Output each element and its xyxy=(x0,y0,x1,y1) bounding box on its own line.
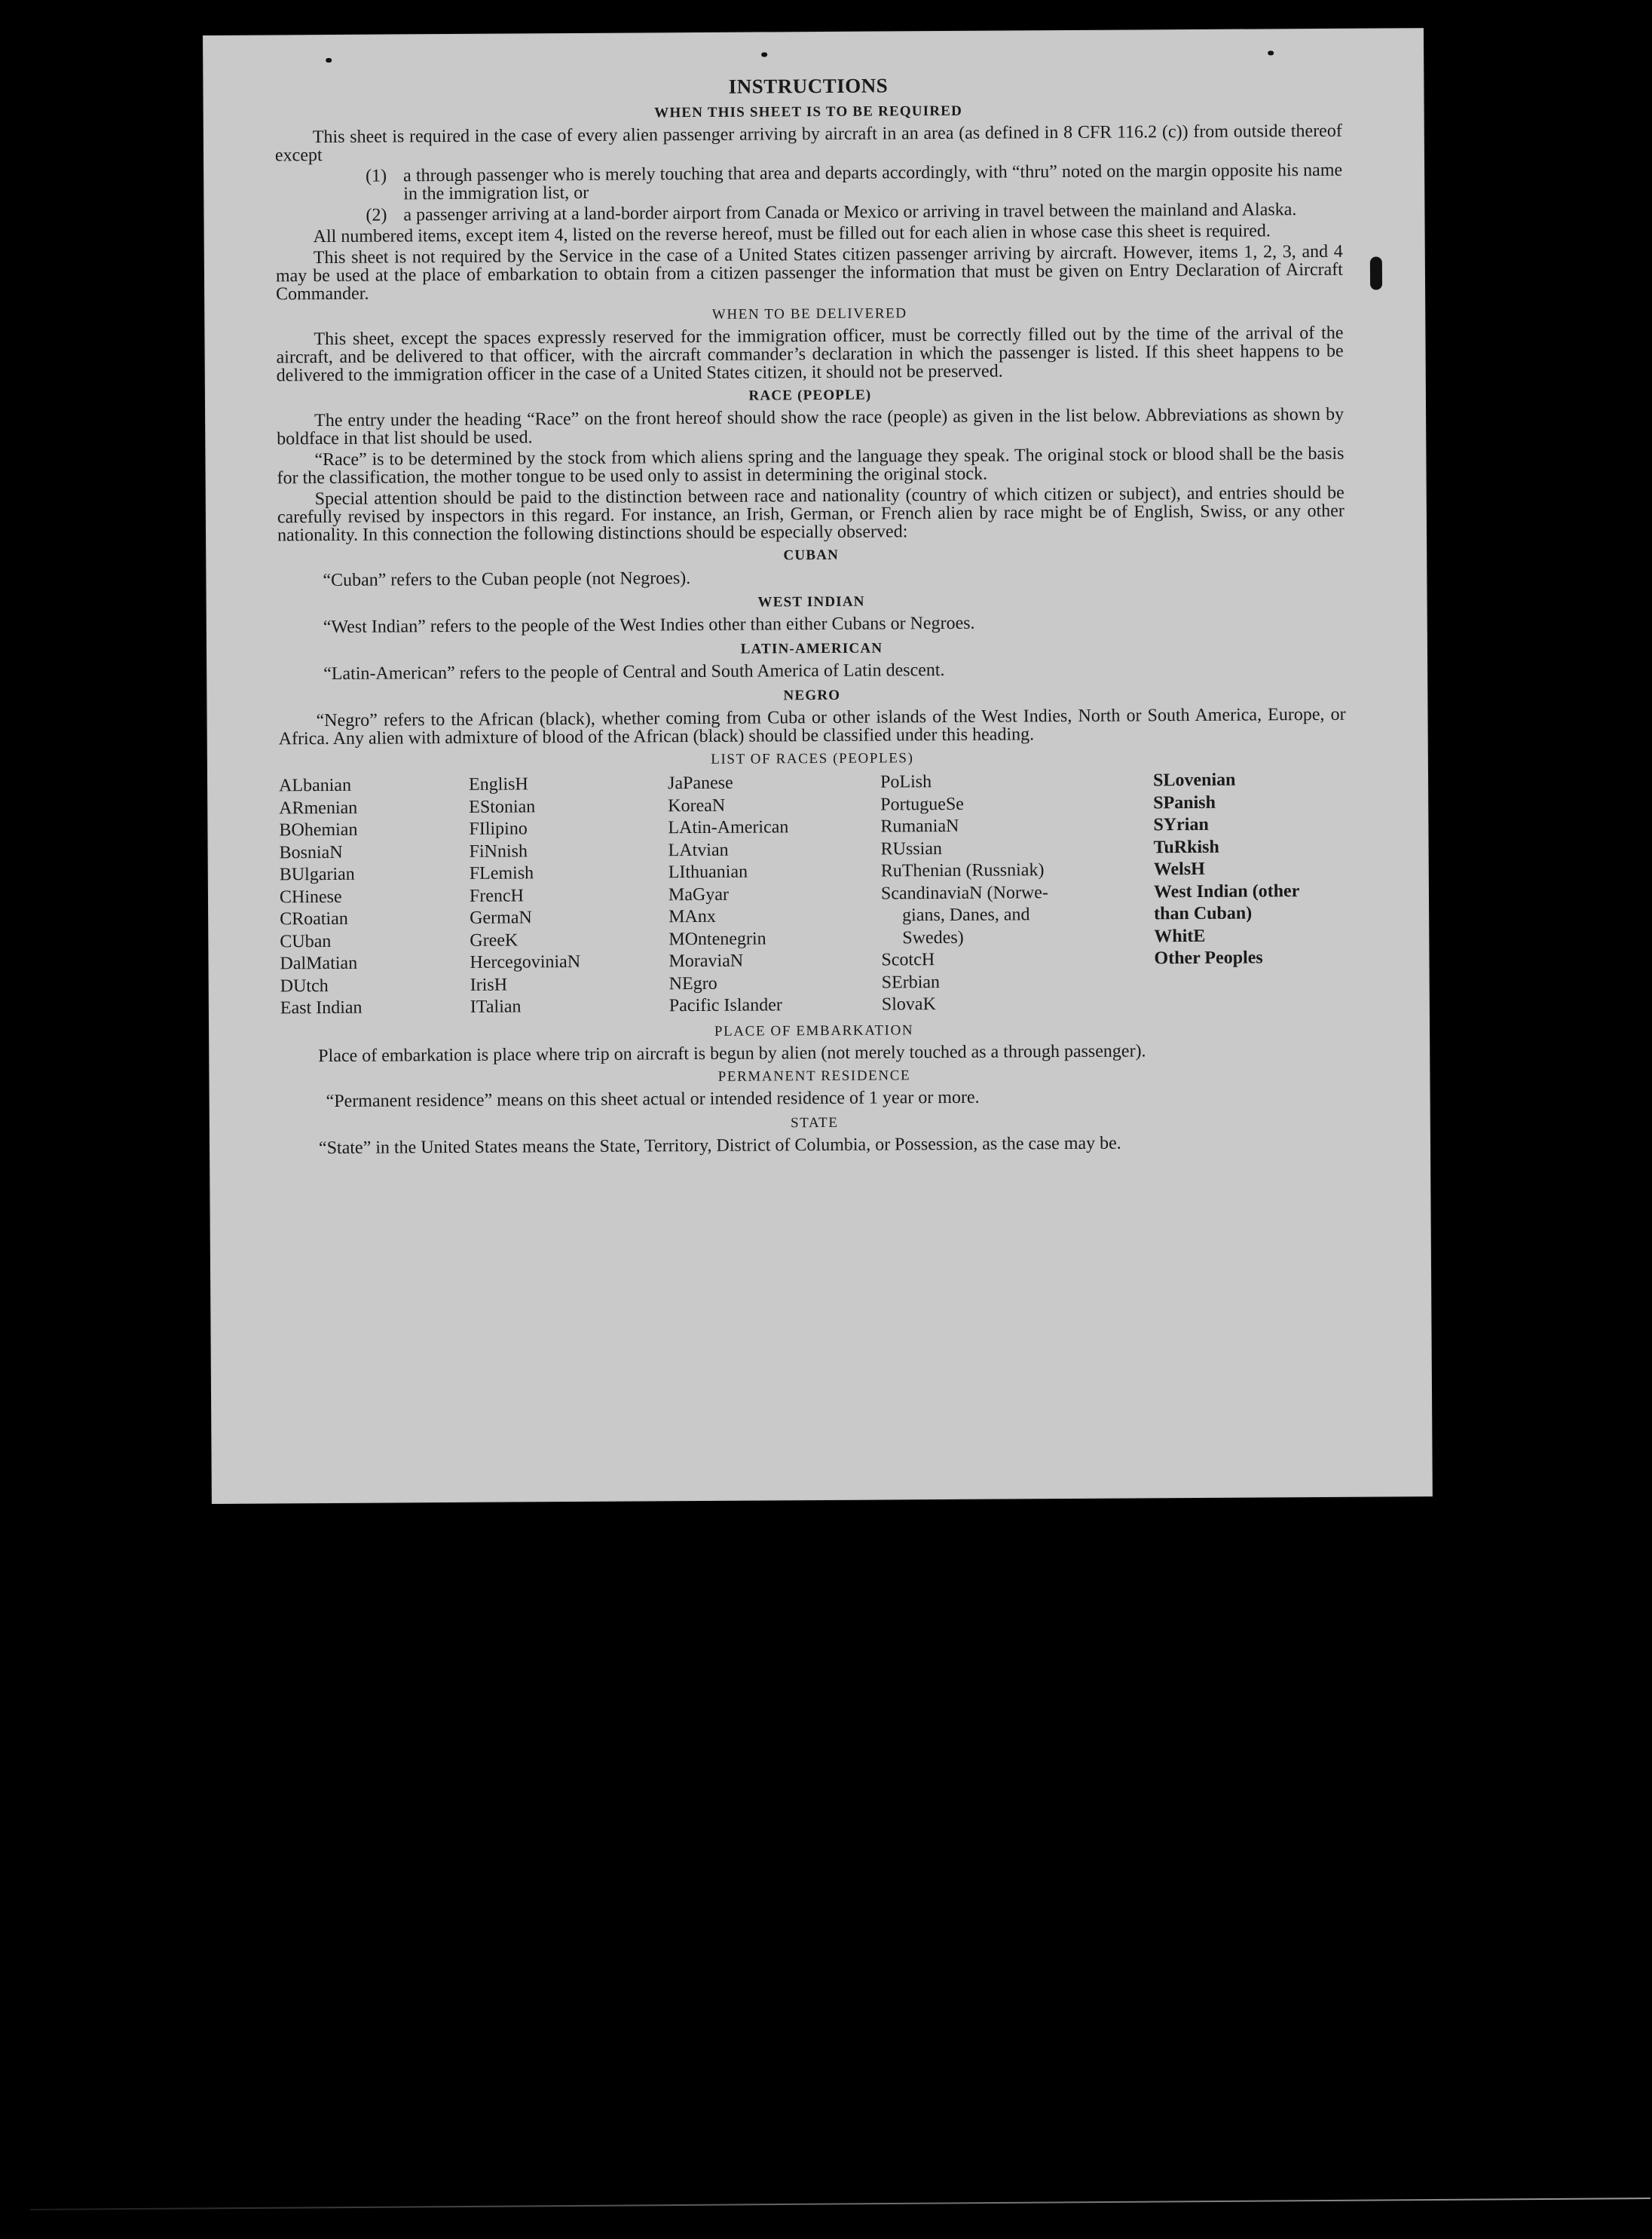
race-entry: CRoatian xyxy=(280,908,348,930)
list-text: a passenger arriving at a land-border airport from Canada or Mexico or arriving in travel between the mainland and Alaska. xyxy=(403,200,1297,225)
scan-speck xyxy=(326,58,332,63)
race-entry: KoreaN xyxy=(668,795,726,816)
race-entry: LIthuanian xyxy=(668,862,748,883)
race-column xyxy=(668,772,882,1018)
race-entry: DUtch xyxy=(280,976,329,996)
section-heading-negro: NEGRO xyxy=(783,687,841,704)
section-heading-race-list: LIST OF RACES (PEOPLES) xyxy=(711,750,914,767)
race-entry: Swedes) xyxy=(902,927,964,948)
race-column xyxy=(279,774,470,1020)
race-entry: FrencH xyxy=(469,885,525,906)
race-entry: RumaniaN xyxy=(880,816,959,837)
race-entry: gians, Danes, and xyxy=(902,905,1030,926)
race-entry: ScandinaviaN (Norwe- xyxy=(880,882,1048,904)
definition-text: Place of embarkation is place where trip on aircraft is begun by alien (not merely touched as a through passenger). xyxy=(318,1040,1146,1066)
race-entry: MaGyar xyxy=(668,884,730,905)
race-entry: SYrian xyxy=(1153,814,1209,835)
scan-speck xyxy=(1268,51,1274,55)
race-column xyxy=(1153,769,1348,1015)
race-entry: SErbian xyxy=(881,972,941,993)
race-entry: MoraviaN xyxy=(668,951,744,972)
race-entry: MOntenegrin xyxy=(668,928,766,949)
list-item xyxy=(366,201,1342,225)
list-text: a through passenger who is merely touching that area and departs accordingly, with “thru” noted on the margin opposite his name in the immigration list, or xyxy=(403,160,1343,204)
race-entry: Pacific Islander xyxy=(668,995,782,1016)
race-entry: TuRkish xyxy=(1153,837,1219,857)
definition-text: “Permanent residence” means on this sheet actual or intended residence of 1 year or more. xyxy=(326,1087,980,1111)
race-entry: BOhemian xyxy=(279,819,358,841)
race-entry: LAtin-American xyxy=(668,817,789,838)
race-entry: DalMatian xyxy=(280,953,358,974)
race-entry: LAtvian xyxy=(668,840,729,860)
race-entry: PoLish xyxy=(880,772,932,792)
paragraph: This sheet is not required by the Service in the case of a United States citizen passenger arriving by aircraft. However, items 1, 2, 3, and 4 may be used at the place of embarkation to obtain from a citizen passenger the information that must be given on Entry Declaration of Aircraft Commander. xyxy=(275,241,1343,305)
scan-edge-line xyxy=(30,2198,1650,2210)
race-entry: SPanish xyxy=(1153,792,1216,813)
race-entry: MAnx xyxy=(668,906,716,927)
race-entry: NEgro xyxy=(668,973,717,994)
paragraph: The entry under the heading “Race” on the front hereof should show the race (people) as given in the list below. Abbreviations as shown by boldface in that list should be used. xyxy=(277,404,1345,449)
race-entry: BosniaN xyxy=(279,842,343,862)
race-entry: SLovenian xyxy=(1152,770,1236,791)
list-item xyxy=(366,161,1342,204)
race-entry: CHinese xyxy=(279,887,342,907)
definition-text: “Latin-American” refers to the people of Central and South America of Latin descent. xyxy=(323,660,945,685)
instructions-content xyxy=(274,72,1348,1160)
section-heading-embarkation: PLACE OF EMBARKATION xyxy=(714,1021,914,1040)
race-entry: EStonian xyxy=(469,796,536,817)
document-sheet xyxy=(203,29,1432,1503)
paragraph: All numbered items, except item 4, listed on the reverse hereof, must be filled out for each alien in whose case this sheet is required. xyxy=(313,221,1271,247)
ink-blot xyxy=(1370,256,1382,289)
race-entry: than Cuban) xyxy=(1154,903,1253,924)
race-entry: ITalian xyxy=(470,997,522,1017)
list-number: (1) xyxy=(366,166,387,186)
race-entry: FLemish xyxy=(469,863,534,884)
race-entry: WhitE xyxy=(1154,926,1206,946)
race-entry: EnglisH xyxy=(468,774,528,795)
race-entry: FIlipino xyxy=(469,819,528,839)
list-number: (2) xyxy=(366,205,387,225)
race-entry: PortugueSe xyxy=(880,794,964,815)
section-heading-race: RACE (PEOPLE) xyxy=(748,387,872,404)
race-entry: IrisH xyxy=(470,975,508,995)
paragraph: This sheet is required in the case of every alien passenger arriving by aircraft in an area (as defined in 8 CFR 116.2 (c)) from outside thereof except xyxy=(274,121,1342,166)
race-entry: RUssian xyxy=(880,838,943,859)
race-entry: GermaN xyxy=(470,908,532,928)
section-heading-west-indian: WEST INDIAN xyxy=(757,593,865,611)
race-entry: CUban xyxy=(280,931,332,951)
paragraph: This sheet, except the spaces expressly reserved for the immigration officer, must be correctly filled out by the time of the arrival of the aircraft, and be delivered to that officer, with the aircraft commander’s declaration in which the passenger is listed. If this sheet happens to be delivered to the immigration officer in the case of a United States citizen, it should not be preserved. xyxy=(276,323,1344,386)
race-entry: GreeK xyxy=(470,930,519,951)
section-heading-residence: PERMANENT RESIDENCE xyxy=(717,1067,911,1085)
definition-text: “Negro” refers to the African (black), whether coming from Cuba or other islands of the West Indies, North or South America, Europe, or Africa. Any alien with admixture of blood of the African (black) should be classified under this heading. xyxy=(278,704,1346,749)
definition-text: “Cuban” refers to the Cuban people (not Negroes). xyxy=(323,568,691,591)
race-entry: ScotcH xyxy=(881,950,935,970)
definition-text: “State” in the United States means the State, Territory, District of Columbia, or Possession, as the case may be. xyxy=(318,1133,1121,1158)
race-entry: WelsH xyxy=(1153,859,1205,880)
race-entry: JaPanese xyxy=(667,773,733,794)
race-column xyxy=(469,773,669,1018)
section-heading-state: STATE xyxy=(791,1114,839,1131)
race-column xyxy=(880,770,1155,1016)
scan-speck xyxy=(761,52,767,57)
paragraph: Special attention should be paid to the distinction between race and nationality (country of which citizen or subject), and entries should be carefully revised by inspectors in this regard. For instance, an Irish, German, or French alien by race might be of English, Swiss, or any other nationality. In this connection the following distinctions should be especially observed: xyxy=(277,482,1345,546)
race-entry: RuThenian (Russniak) xyxy=(880,860,1045,881)
page-title: INSTRUCTIONS xyxy=(728,74,889,98)
race-entry: SlovaK xyxy=(881,994,936,1015)
race-entry: East Indian xyxy=(280,997,363,1018)
race-entry: West Indian (other xyxy=(1153,881,1300,902)
race-list-table xyxy=(279,769,1348,1020)
race-entry: ARmenian xyxy=(279,798,358,818)
race-entry: ALbanian xyxy=(278,775,352,796)
race-entry: BUlgarian xyxy=(279,864,355,885)
race-entry: FiNnish xyxy=(469,841,528,862)
section-heading-delivered: WHEN TO BE DELIVERED xyxy=(711,305,907,323)
race-entry: Other Peoples xyxy=(1154,948,1263,969)
section-heading-latin-american: LATIN-AMERICAN xyxy=(740,640,883,657)
section-heading-required: WHEN THIS SHEET IS TO BE REQUIRED xyxy=(654,103,963,121)
section-heading-cuban: CUBAN xyxy=(783,547,840,564)
race-entry: HercegoviniaN xyxy=(470,951,581,972)
definition-text: “West Indian” refers to the people of the West Indies other than either Cubans or Negroes. xyxy=(323,613,975,638)
paragraph: “Race” is to be determined by the stock from which aliens spring and the language they speak. The original stock or blood shall be the basis for the classification, the mother tongue to be used only to assist in determining the original stock. xyxy=(277,443,1345,489)
